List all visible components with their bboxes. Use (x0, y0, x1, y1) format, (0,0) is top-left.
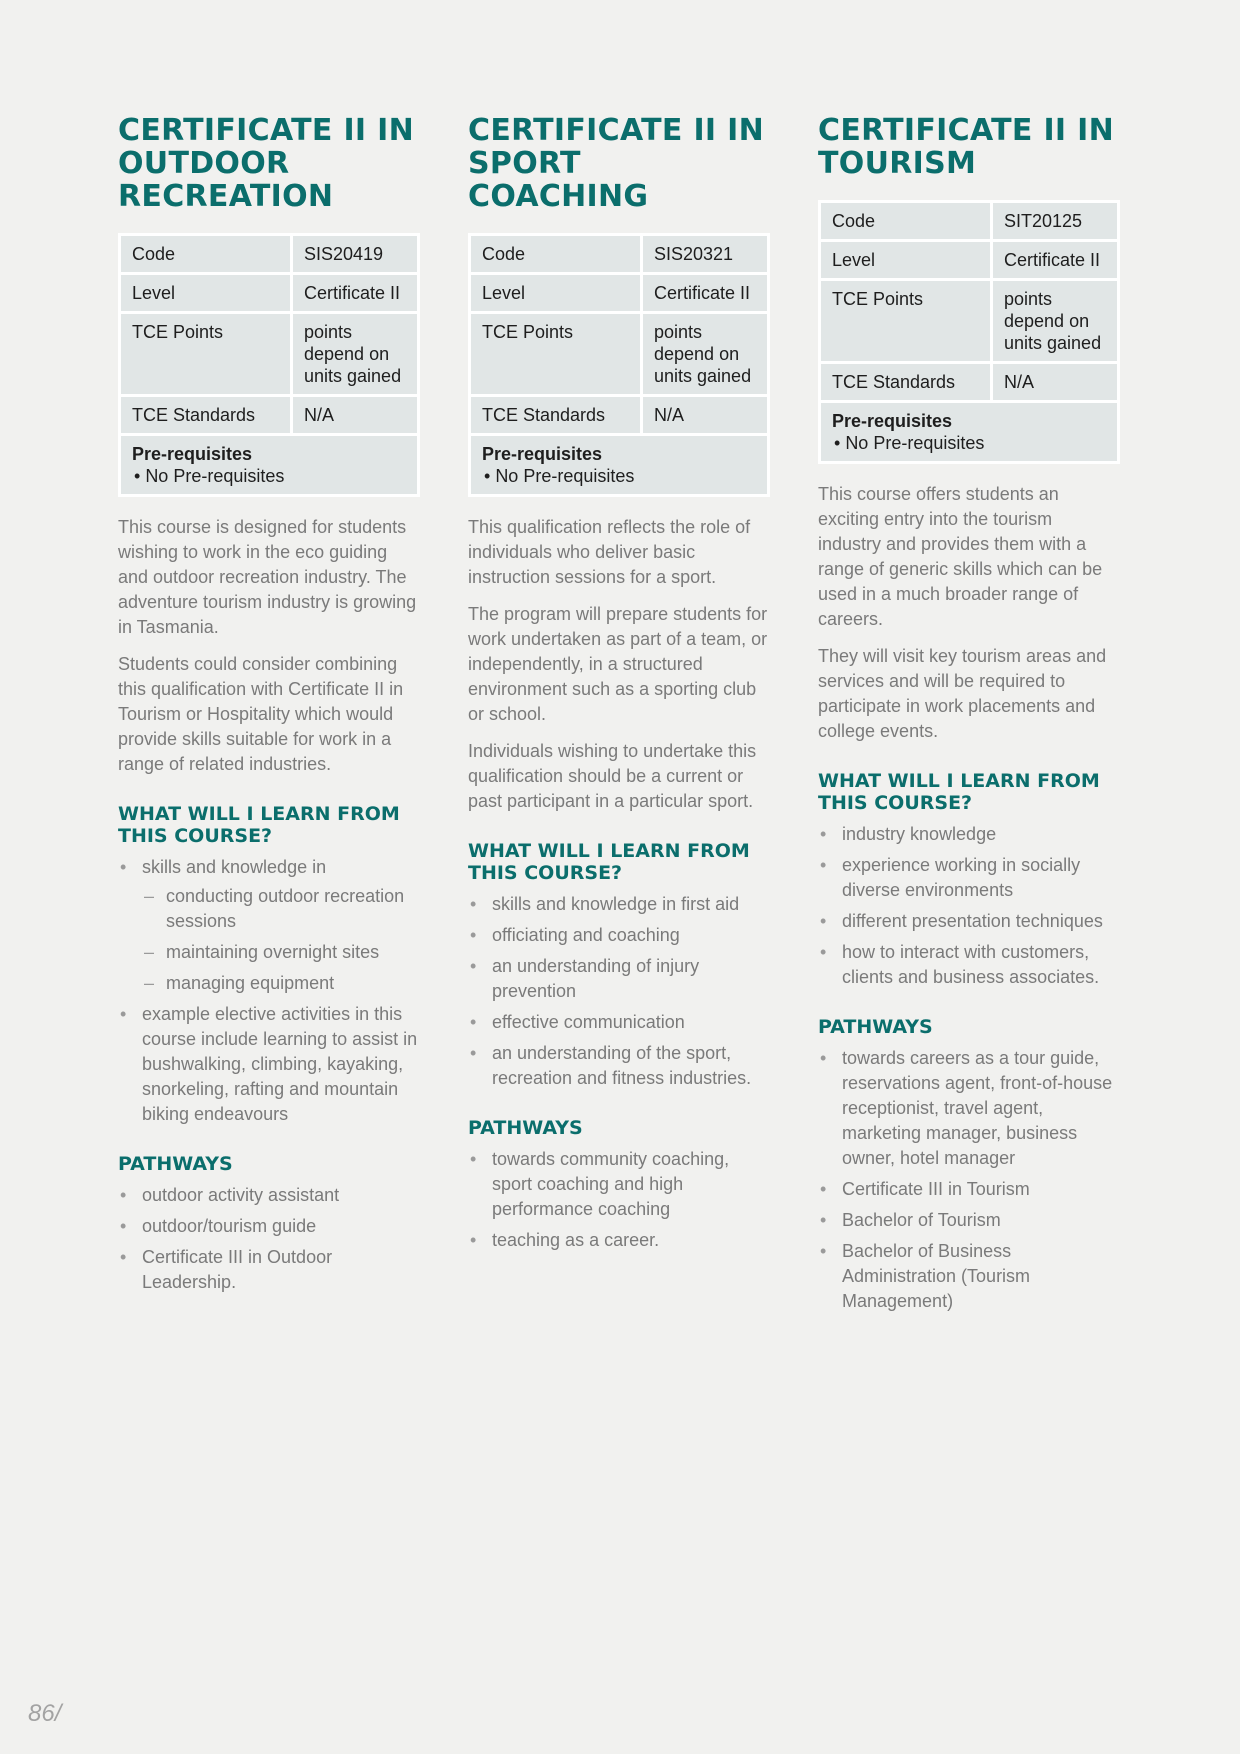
code-label: Code (120, 235, 292, 274)
prerequisites-item: • No Pre-requisites (134, 466, 285, 486)
code-row (470, 235, 769, 274)
learn-list (118, 855, 420, 1127)
course-title: CERTIFICATE II IN OUTDOOR RECREATION (118, 113, 414, 214)
level-value: Certificate II (642, 274, 769, 313)
list-item: • different presentation techniques (818, 909, 1120, 934)
tce-points-value: points depend on units gained (992, 280, 1119, 363)
list-item-text: skills and knowledge in (142, 857, 327, 877)
list-item (118, 855, 420, 996)
level-label: Level (120, 274, 292, 313)
level-value: Certificate II (292, 274, 419, 313)
sub-list-item: – managing equipment (142, 971, 420, 996)
tce-standards-value: N/A (642, 396, 769, 435)
list-item: • how to interact with customers, clients and business associates. (818, 940, 1120, 990)
course-title: CERTIFICATE II IN SPORT COACHING (468, 113, 764, 214)
list-item: • Bachelor of Tourism (818, 1208, 1120, 1233)
learn-list (818, 822, 1120, 990)
description-paragraph: This course offers students an exciting entry into the tourism industry and provides them with a range of generic skills which can be used in a much broader range of careers. (818, 484, 1103, 629)
pathways-list (468, 1147, 770, 1253)
tce-points-value: points depend on units gained (642, 313, 769, 396)
code-value: SIT20125 (992, 202, 1119, 241)
prerequisites-item: • No Pre-requisites (834, 433, 985, 453)
code-label: Code (820, 202, 992, 241)
list-item: • Certificate III in Tourism (818, 1177, 1120, 1202)
description-paragraph: The program will prepare students for work undertaken as part of a team, or independently, in a structured environment such as a sporting club or school. (468, 604, 768, 724)
sub-list-item: – maintaining overnight sites (142, 940, 420, 965)
pathways-heading: PATHWAYS (468, 1117, 583, 1139)
prerequisites-value: No Pre-requisites (495, 466, 635, 486)
prerequisites-cell (820, 402, 1119, 463)
learn-list (468, 892, 770, 1091)
learn-heading: WHAT WILL I LEARN FROM THIS COURSE? (468, 840, 750, 884)
learn-heading: WHAT WILL I LEARN FROM THIS COURSE? (118, 803, 400, 847)
tce-points-row (120, 313, 419, 396)
tce-points-label: TCE Points (470, 313, 642, 396)
prerequisites-value: No Pre-requisites (845, 433, 985, 453)
description-paragraph: They will visit key tourism areas and services and will be required to participate in work placements and college events. (818, 646, 1107, 741)
tce-standards-row (820, 363, 1119, 402)
level-row (120, 274, 419, 313)
prerequisites-row (820, 402, 1119, 463)
pathways-list (818, 1046, 1120, 1314)
course-info-table (118, 233, 420, 497)
tce-standards-label: TCE Standards (120, 396, 292, 435)
sub-list-item: – conducting outdoor recreation sessions (142, 884, 420, 934)
course-column-tourism (818, 114, 1120, 1320)
tce-points-row (470, 313, 769, 396)
tce-points-label: TCE Points (120, 313, 292, 396)
code-value: SIS20419 (292, 235, 419, 274)
prerequisites-cell (470, 435, 769, 496)
code-row (820, 202, 1119, 241)
course-info-table (818, 200, 1120, 464)
tce-standards-value: N/A (992, 363, 1119, 402)
tce-points-label: TCE Points (820, 280, 992, 363)
list-item: • an understanding of injury prevention (468, 954, 770, 1004)
level-label: Level (820, 241, 992, 280)
description-paragraph: This qualification reflects the role of individuals who deliver basic instruction sessions for a sport. (468, 517, 751, 587)
tce-standards-row (120, 396, 419, 435)
page-number: 86/ (28, 1700, 62, 1727)
tce-standards-row (470, 396, 769, 435)
description-paragraph: Individuals wishing to undertake this qualification should be a current or past participant in a particular sport. (468, 741, 757, 811)
level-row (820, 241, 1119, 280)
prerequisites-label: Pre-requisites (482, 444, 603, 464)
list-item: • industry knowledge (818, 822, 1120, 847)
list-item: • Certificate III in Outdoor Leadership. (118, 1245, 420, 1295)
prerequisites-row (120, 435, 419, 496)
list-item: • an understanding of the sport, recreation and fitness industries. (468, 1041, 770, 1091)
learn-sub-list (142, 884, 420, 996)
code-label: Code (470, 235, 642, 274)
prerequisites-item: • No Pre-requisites (484, 466, 635, 486)
level-label: Level (470, 274, 642, 313)
prerequisites-label: Pre-requisites (132, 444, 253, 464)
course-column-outdoor-recreation (118, 114, 420, 1301)
level-value: Certificate II (992, 241, 1119, 280)
tce-standards-value: N/A (292, 396, 419, 435)
learn-heading: WHAT WILL I LEARN FROM THIS COURSE? (818, 770, 1100, 814)
list-item: • officiating and coaching (468, 923, 770, 948)
course-title: CERTIFICATE II IN TOURISM (818, 113, 1114, 181)
list-item: • Bachelor of Business Administration (Tourism Management) (818, 1239, 1120, 1314)
pathways-heading: PATHWAYS (818, 1016, 933, 1038)
pathways-list (118, 1183, 420, 1295)
course-column-sport-coaching (468, 114, 770, 1259)
prerequisites-row (470, 435, 769, 496)
code-value: SIS20321 (642, 235, 769, 274)
description-paragraph: Students could consider combining this qualification with Certificate II in Tourism or Hospitality which would provide skills suitable for work in a range of related industries. (118, 654, 404, 774)
list-item: • teaching as a career. (468, 1228, 770, 1253)
list-item: • skills and knowledge in first aid (468, 892, 770, 917)
description-paragraph: This course is designed for students wishing to work in the eco guiding and outdoor recreation industry. The adventure tourism industry is growing in Tasmania. (118, 517, 417, 637)
list-item: • example elective activities in this course include learning to assist in bushwalking, climbing, kayaking, snorkeling, rafting and mountain biking endeavours (118, 1002, 420, 1127)
tce-points-row (820, 280, 1119, 363)
prerequisites-value: No Pre-requisites (145, 466, 285, 486)
level-row (470, 274, 769, 313)
list-item: • towards community coaching, sport coaching and high performance coaching (468, 1147, 770, 1222)
list-item: • effective communication (468, 1010, 770, 1035)
list-item: • outdoor/tourism guide (118, 1214, 420, 1239)
pathways-heading: PATHWAYS (118, 1153, 233, 1175)
course-info-table (468, 233, 770, 497)
tce-standards-label: TCE Standards (820, 363, 992, 402)
prerequisites-label: Pre-requisites (832, 411, 953, 431)
code-row (120, 235, 419, 274)
tce-points-value: points depend on units gained (292, 313, 419, 396)
prerequisites-cell (120, 435, 419, 496)
list-item: • experience working in socially diverse environments (818, 853, 1120, 903)
list-item: • towards careers as a tour guide, reservations agent, front-of-house receptionist, travel agent, marketing manager, business owner, hotel manager (818, 1046, 1120, 1171)
tce-standards-label: TCE Standards (470, 396, 642, 435)
list-item: • outdoor activity assistant (118, 1183, 420, 1208)
